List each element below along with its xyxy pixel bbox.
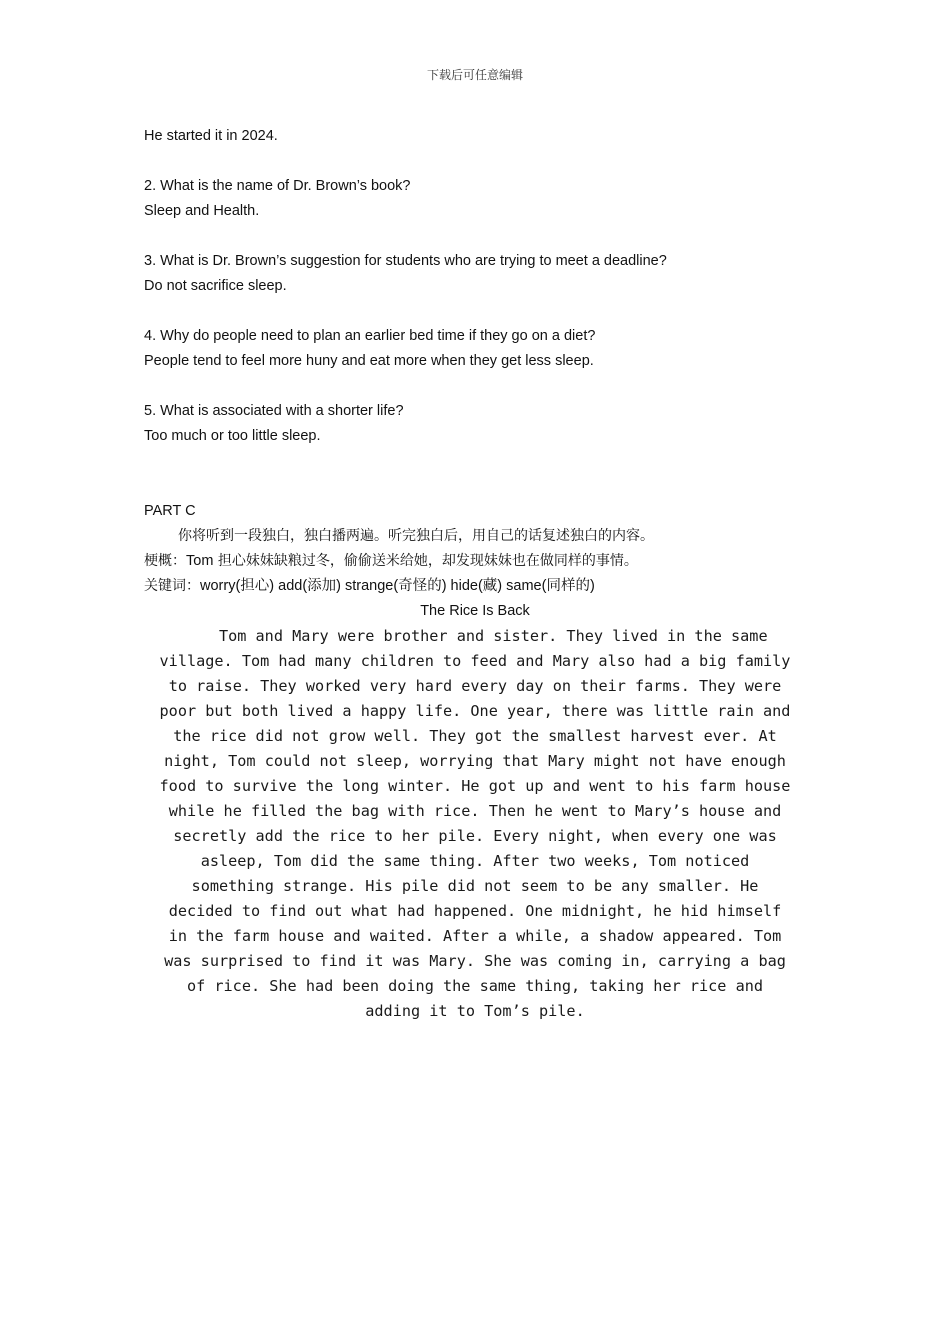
question-3: 3. What is Dr. Brown’s suggestion for students who are trying to meet a deadline?	[144, 253, 667, 269]
answer-2: Sleep and Health.	[144, 203, 260, 219]
answer-3: Do not sacrifice sleep.	[144, 278, 287, 294]
story-line: something strange. His pile did not seem to be any smaller. He	[191, 877, 759, 895]
story-line: food to survive the long winter. He got up and went to his farm house	[159, 777, 791, 795]
story-line: Tom and Mary were brother and sister. They lived in the same	[182, 627, 768, 645]
part-c-summary	[144, 549, 810, 574]
story-line: poor but both lived a happy life. One year, there was little rain and	[159, 702, 791, 720]
story-text	[144, 624, 806, 1024]
story-line: secretly add the rice to her pile. Every night, when every one was	[173, 827, 777, 845]
summary-text-en: Tom	[186, 553, 214, 569]
story-line: decided to find out what had happened. One midnight, he hid himself	[168, 902, 782, 920]
story-line: while he filled the bag with rice. Then he went to Mary’s house and	[168, 802, 782, 820]
question-2: 2. What is the name of Dr. Brown’s book?	[144, 178, 411, 194]
part-c-instruction: 你将听到一段独白，独白播两遍。听完独白后，用自己的话复述独白的内容。	[178, 528, 654, 544]
header-note: 下载后可任意编辑	[426, 68, 523, 82]
part-c-heading: PART C	[144, 503, 196, 519]
story-title: The Rice Is Back	[420, 603, 530, 619]
story-line: village. Tom had many children to feed and Mary also had a big family	[159, 652, 791, 670]
story-line: in the farm house and waited. After a while, a shadow appeared. Tom	[168, 927, 782, 945]
summary-text-cn: 担心妹妹缺粮过冬，偷偷送米给她，却发现妹妹也在做同样的事情。	[213, 553, 638, 569]
story-line: the rice did not grow well. They got the smallest harvest ever. At	[173, 727, 777, 745]
story-line: was surprised to find it was Mary. She was coming in, carrying a bag	[164, 952, 786, 970]
question-4: 4. Why do people need to plan an earlier bed time if they go on a diet?	[144, 328, 596, 344]
summary-label: 梗概：	[144, 553, 186, 569]
story-line: of rice. She had been doing the same thing, taking her rice and	[186, 977, 764, 995]
story-line: to raise. They worked very hard every day on their farms. They were	[168, 677, 782, 695]
answer-4: People tend to feel more huny and eat more when they get less sleep.	[144, 353, 594, 369]
answer-1: He started it in 2024.	[144, 128, 278, 144]
story-line: adding it to Tom’s pile.	[365, 1002, 585, 1020]
keywords-label: 关键词：	[144, 578, 200, 594]
story-line: asleep, Tom did the same thing. After two weeks, Tom noticed	[200, 852, 750, 870]
story-line: night, Tom could not sleep, worrying that Mary might not have enough	[164, 752, 786, 770]
part-c-keywords	[144, 574, 810, 599]
answer-5: Too much or too little sleep.	[144, 428, 321, 444]
question-5: 5. What is associated with a shorter life?	[144, 403, 404, 419]
keywords-text: worry(担心) add(添加) strange(奇怪的) hide(藏) same(同样的)	[200, 578, 595, 594]
document-body	[144, 124, 810, 1024]
